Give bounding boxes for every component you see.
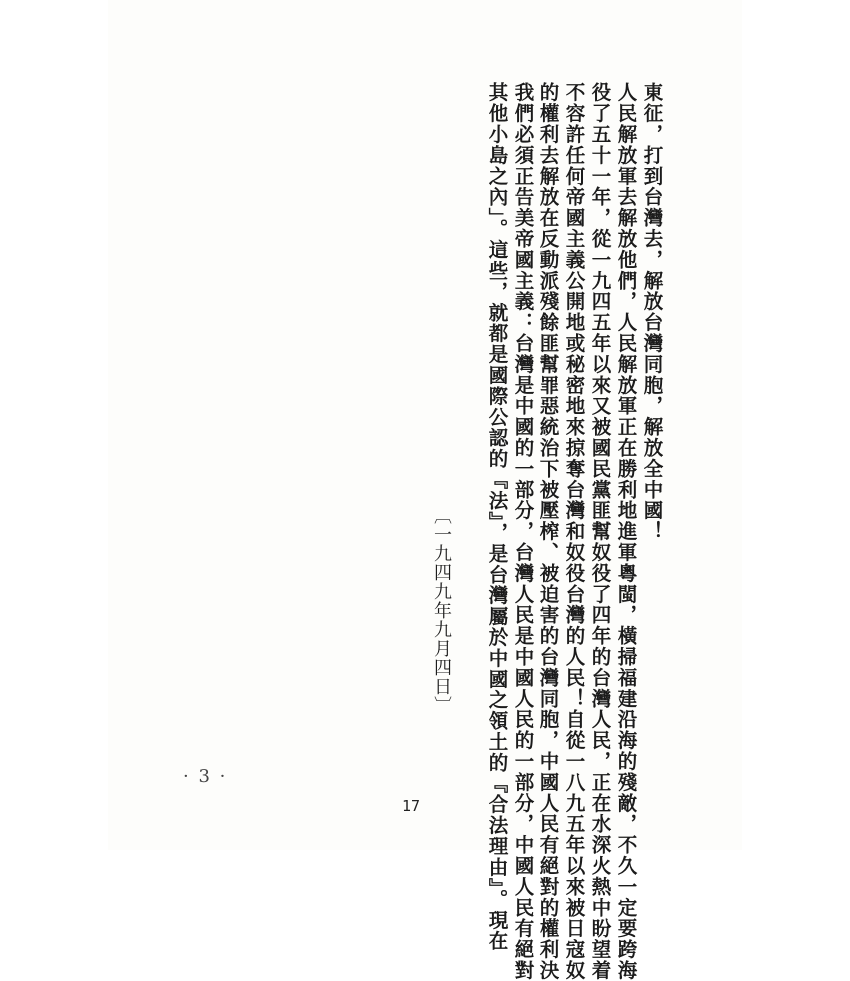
page-number: 17 [402,797,421,815]
text-column-5: 役了五十一年，從一九四五年以來又被國民黨匪幫奴役了四年的台灣人民，正在水深火熱中盼望着 [588,82,612,981]
text-column-7: 東征，打到台灣去，解放台灣同胞，解放全中國！ [640,82,664,542]
text-column-1: 其他小島之內」。這些，就都是國際公認的『法』，是台灣屬於中國之領土的『合法理由』。現在 [485,82,509,952]
date-note: 〔一九四九年九月四日〕 [431,506,452,715]
sheet-mark: · 3 · [183,766,228,787]
text-column-6: 人民解放軍去解放他們，人民解放軍正在勝利地進軍粵閩，橫掃福建沿海的殘敵，不久一定要跨海 [614,82,638,981]
text-column-2: 我們必須正告美帝國主義：台灣是中國的一部分，台灣人民是中國人民的一部分，中國人民有絕對 [511,82,535,981]
text-column-3: 的權利去解放在反動派殘餘匪幫罪惡統治下被壓榨、被迫害的台灣同胞，中國人民有絕對的權利決 [536,82,560,981]
text-column-4: 不容許任何帝國主義公開地或秘密地來掠奪台灣和奴役台灣的人民！自從一八九五年以來被日寇奴 [562,82,586,981]
